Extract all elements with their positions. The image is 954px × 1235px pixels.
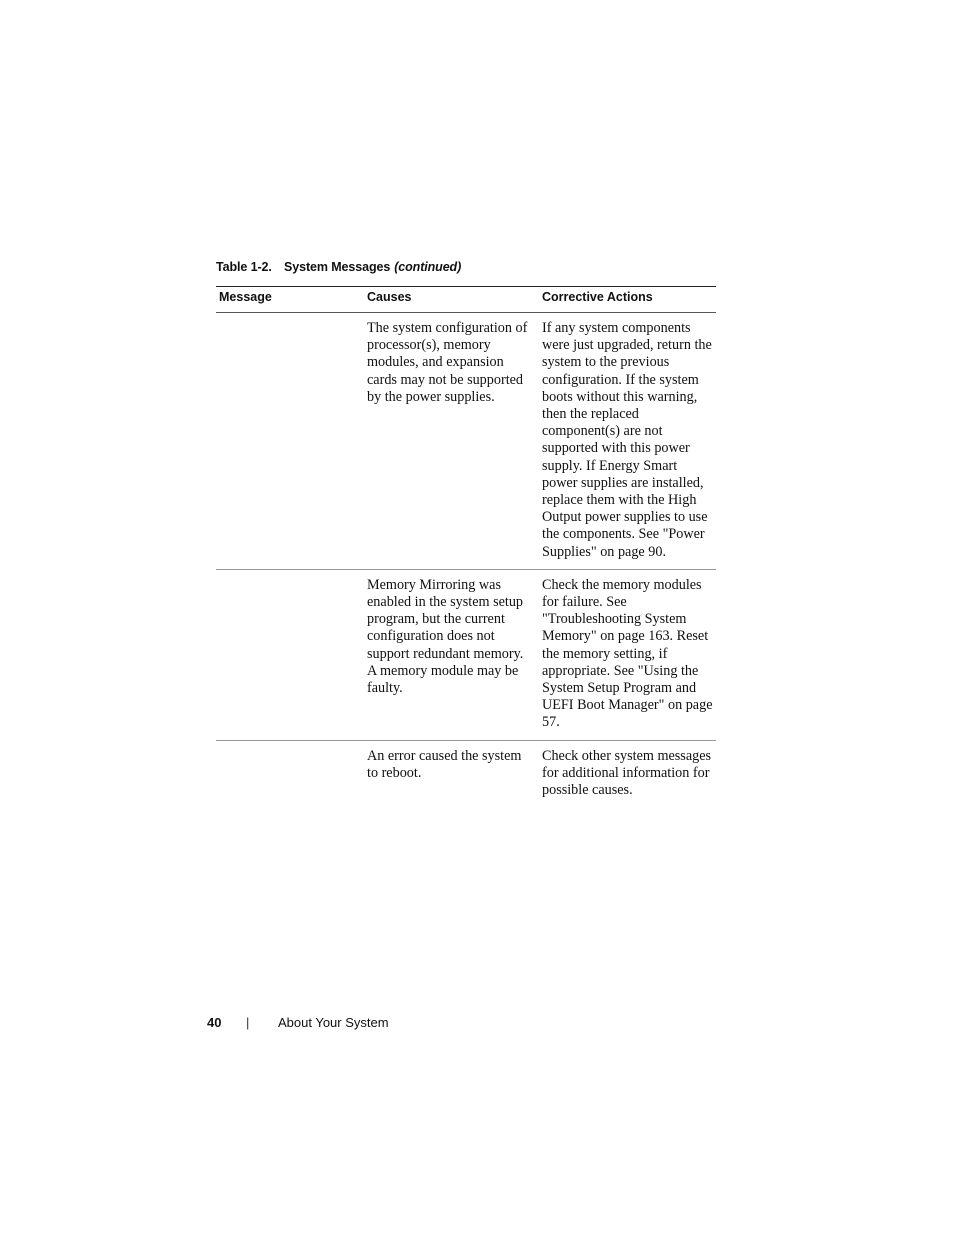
message-cell: [216, 740, 364, 807]
table-title: System Messages: [284, 260, 391, 274]
actions-cell: Check other system messages for additional information for possible causes.: [542, 747, 712, 799]
message-cell: [216, 569, 364, 740]
table-continued: (continued): [394, 260, 462, 274]
table-row: [216, 740, 716, 807]
actions-cell: Check the memory modules for failure. See "Troubleshooting System Memory" on page 163. Reset the memory setting, if appropriate. See "Using the System Setup Program and UEFI Boot Manager" on page 57.: [539, 569, 716, 740]
message-cell: [216, 313, 364, 570]
section-title: About Your System: [278, 1015, 389, 1030]
header-message: Message: [216, 287, 364, 313]
table-row: [216, 313, 716, 570]
system-messages-table: [216, 286, 716, 807]
table-row: [216, 569, 716, 740]
table-caption: [216, 260, 461, 274]
page-number: 40: [207, 1015, 222, 1030]
header-causes: Causes: [364, 287, 539, 313]
header-corrective-actions: Corrective Actions: [539, 287, 716, 313]
causes-cell: Memory Mirroring was enabled in the system setup program, but the current configuration does not support redundant memory. A memory module may be faulty.: [364, 569, 539, 740]
table-number: Table 1-2.: [216, 260, 272, 274]
causes-cell: The system configuration of processor(s), memory modules, and expansion cards may not be supported by the power supplies.: [364, 313, 539, 570]
actions-cell: If any system components were just upgraded, return the system to the previous configuration. If the system boots without this warning, then the replaced component(s) are not supported with this power supply. If Energy Smart power supplies are installed, replace them with the High Output power supplies to use the components. See "Power Supplies" on page 90.: [539, 313, 716, 570]
footer-separator: |: [246, 1015, 250, 1030]
causes-cell: An error caused the system to reboot.: [367, 747, 522, 781]
table-header-row: [216, 287, 716, 313]
